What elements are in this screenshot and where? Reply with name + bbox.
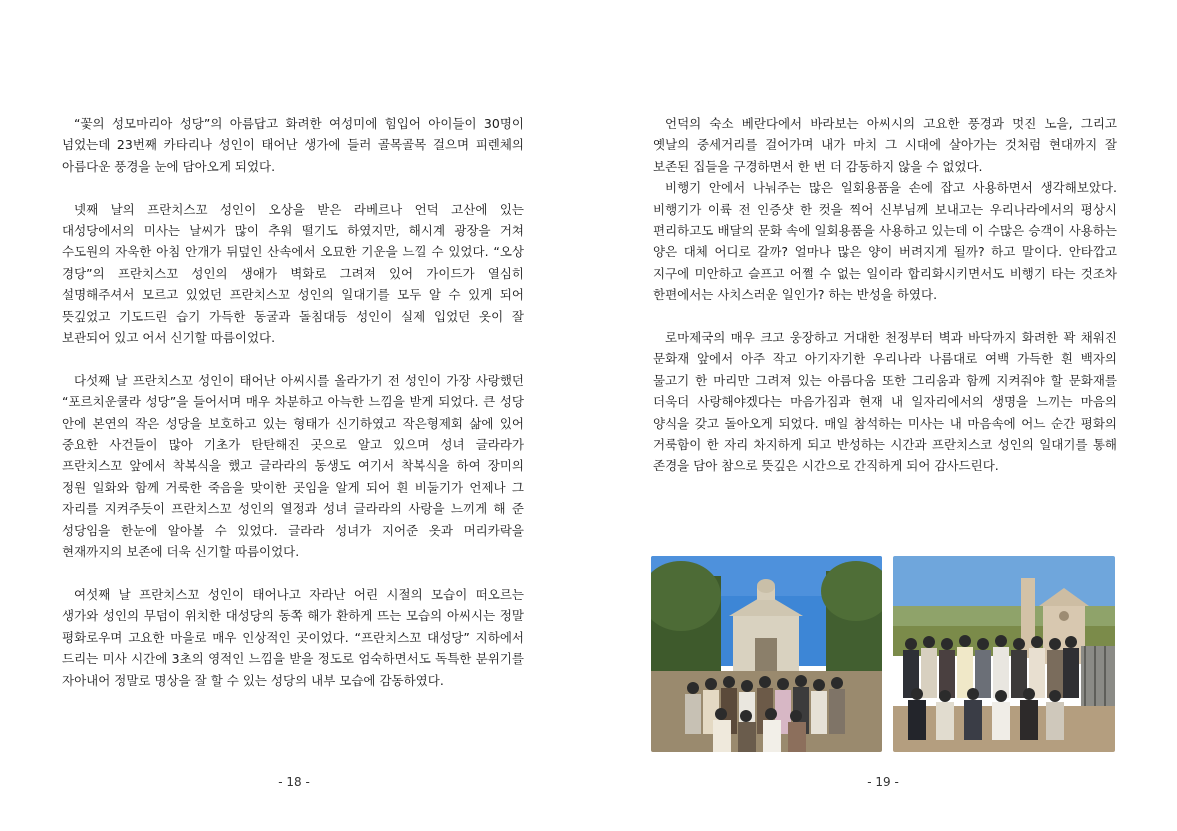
left-text-column [62, 113, 524, 691]
paragraph: 언덕의 숙소 베란다에서 바라보는 아씨시의 고요한 풍경과 멋진 노을, 그리고 옛날의 중세거리를 걸어가며 내가 마치 그 시대에 살아가는 것처럼 현대까지 잘 보존된 집들을 구경하면서 한 번 더 감동하지 않을 수 없었다. [653, 116, 1117, 174]
page-number: - 19 - [867, 775, 899, 789]
paragraph: 넷째 날의 프란치스꼬 성인이 오상을 받은 라베르나 언덕 고산에 있는 대성당에서의 미사는 날씨가 많이 추워 떨기도 하였지만, 해시계 광장을 거쳐 수도원의 자욱한 아침 안개가 뒤덮인 산속에서 오묘한 기운을 느낄 수 있었다. “오상 경당”의 프란치스꼬 성인의 생애가 벽화로 그려져 있어 가이드가 열심히 설명해주셔서 모르고 있었던 프란치스꼬 성인의 일대기를 모두 알 수 있게 되어 뜻깊었고 기도드린 습기 가득한 동굴과 돌침대등 성인이 실제 입었던 옷이 잘 보관되어 있고 어서 신기할 따름이었다. [62, 201, 524, 346]
paragraph: 여섯째 날 프란치스꼬 성인이 태어나고 자라난 어린 시절의 모습이 떠오르는 생가와 성인의 무덤이 위치한 대성당의 동쪽 해가 환하게 뜨는 모습의 아씨시는 정말 평화로우며 고요한 마을로 매우 인상적인 곳이었다. “프란치스꼬 대성당” 지하에서 드리는 미사 시간에 3초의 영적인 느낌을 받을 정도로 엄숙하면서도 독특한 분위기를 자아내어 정말로 명상을 잘 할 수 있는 성당의 내부 모습에 감동하였다. [62, 586, 524, 688]
right-text-column [653, 113, 1117, 477]
paragraph: “꽃의 성모마리아 성당”의 아름답고 화려한 여성미에 힘입어 아이들이 30명이 넘었는데 23번째 카타리나 성인이 태어난 생가에 들러 골목골목 걸으며 피렌체의 아름다운 풍경을 눈에 담아오게 되었다. [62, 116, 524, 174]
paragraph: 다섯째 날 프란치스꼬 성인이 태어난 아씨시를 올라가기 전 성인이 가장 사랑했던 “포르치운쿨라 성당”을 들어서며 매우 차분하고 아늑한 느낌을 받게 되었다. 큰 성당 안에 본연의 작은 성당을 보호하고 있는 형태가 신기하였고 작은형제회 삶에 있어 중요한 사건들이 많아 기초가 탄탄해진 곳으로 알고 있으며 성녀 글라라가 프란치스꼬 앞에서 착복식을 했고 글라라의 동생도 여기서 착복식을 하여 장미의 정원 일화와 함께 거룩한 죽음을 맞이한 곳임을 알게 되어 흰 비둘기가 언제나 그 자리를 지켜주듯이 프란치스꼬 성인의 열정과 성녀 글라라의 사랑을 느끼게 해 준 성당임을 한눈에 알아볼 수 있었다. 글라라 성녀가 지어준 옷과 머리카락을 현재까지의 보존에 더욱 신기할 따름이었다. [62, 372, 524, 560]
left-page [0, 0, 588, 831]
group-photo-basilica [651, 556, 882, 752]
right-page [589, 0, 1177, 831]
paragraph: 비행기 안에서 나눠주는 많은 일회용품을 손에 잡고 사용하면서 생각해보았다. 비행기가 이륙 전 인증샷 한 컷을 찍어 신부님께 보내고는 우리나라에서의 평상시 편리하고도 배달의 문화 속에 일회용품을 사용하고 있는데 이 수많은 승객이 사용하는 양은 대체 어디로 갈까? 얼마나 많은 양이 버려지게 될까? 하고 말이다. 안타깝고 지구에 미안하고 슬프고 어쩔 수 없는 일이라 합리화시키면서도 비행기 타는 것조차 한편에서는 사치스러운 일인가? 하는 반성을 하였다. [653, 180, 1117, 303]
paragraph: 로마제국의 매우 크고 웅장하고 거대한 천정부터 벽과 바닥까지 화려한 꽉 채워진 문화재 앞에서 아주 작고 아기자기한 우리나라 나름대로 여백 가득한 흰 백자의 물고기 한 마리만 그려져 있는 아름다움 또한 그리움과 함께 지켜줘야 할 문화재를 더욱더 사랑해야겠다는 마음가짐과 현재 내 일자리에서의 생명을 느끼는 마음의 양식을 갖고 돌아오게 되었다. 매일 참석하는 미사는 내 마음속에 어느 순간 평화의 거룩함이 한 자리 차지하게 되고 반성하는 시간과 프란치스코 성인의 일대기를 통해 존경을 담아 참으로 뜻깊은 시간으로 간직하게 되어 감사드린다. [653, 330, 1117, 474]
page-number: - 18 - [278, 775, 310, 789]
group-photo-terrace [893, 556, 1115, 752]
